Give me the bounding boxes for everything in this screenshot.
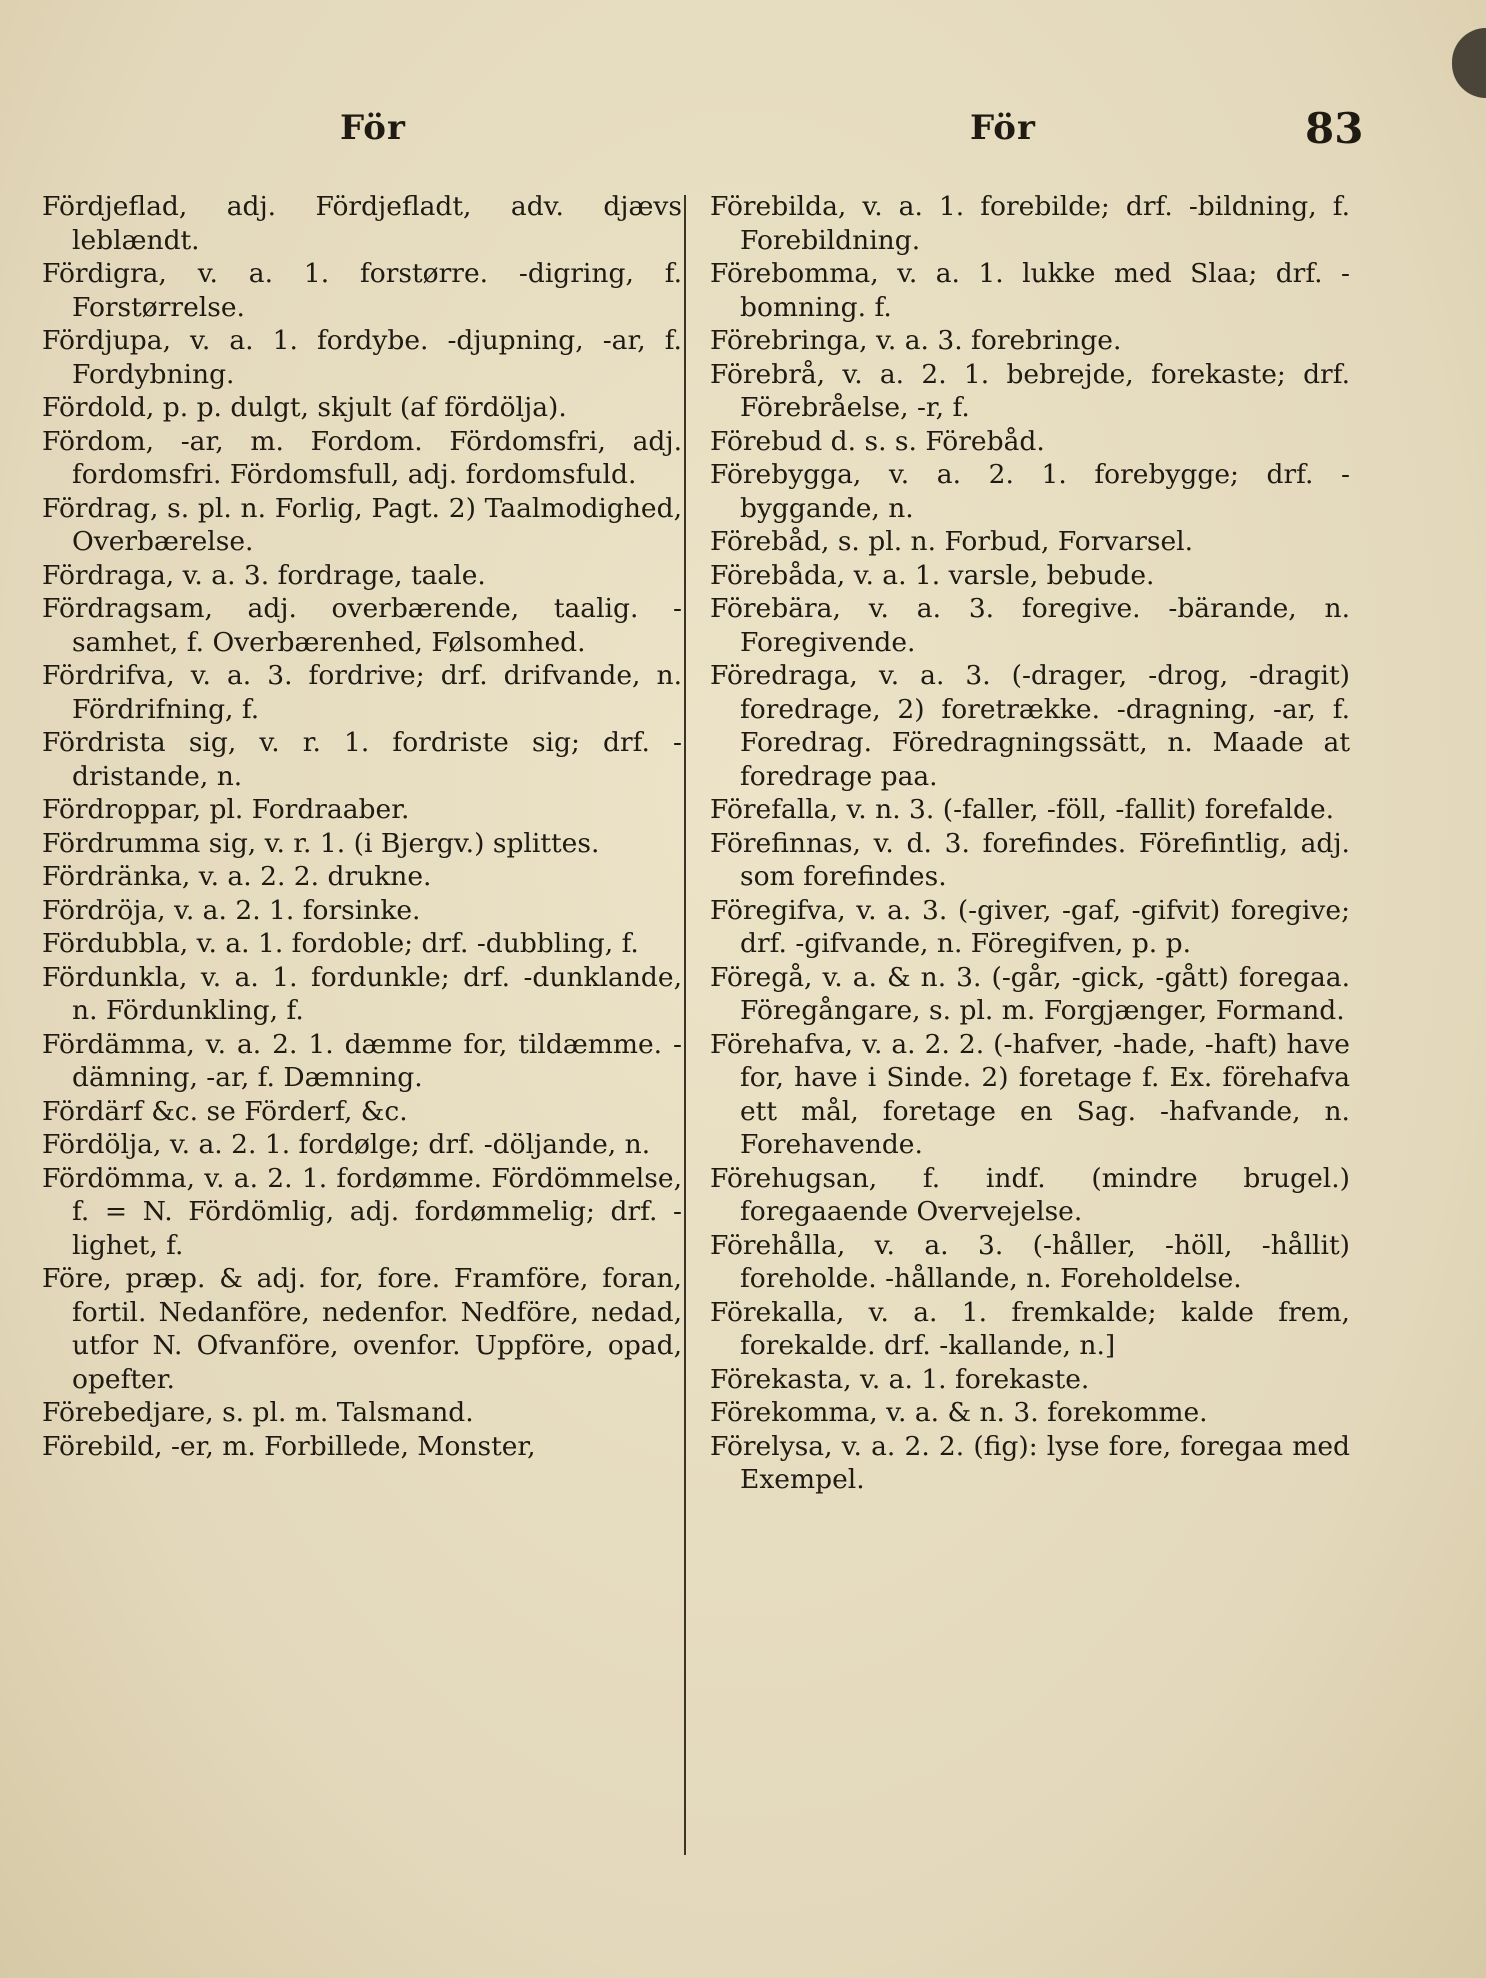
column-divider — [684, 195, 686, 1855]
dictionary-entry: Fördrag, s. pl. n. Forlig, Pagt. 2) Taalmodighed, Overbærelse. — [42, 492, 682, 557]
dictionary-entry: Förebära, v. a. 3. foregive. -bärande, n. Foregivende. — [710, 593, 1350, 658]
dictionary-entry: Fördärf &c. se Förderf, &c. — [42, 1095, 408, 1127]
dictionary-entry: Fördömma, v. a. 2. 1. fordømme. Fördömmelse, f. = N. Fördömlig, adj. fordømmelig; drf. -lighet, f. — [42, 1162, 682, 1261]
dictionary-entry: Fördom, -ar, m. Fordom. Fördomsfri, adj. fordomsfri. Fördomsfull, adj. fordomsfuld. — [42, 425, 682, 490]
dictionary-entry: Förebygga, v. a. 2. 1. forebygge; drf. -byggande, n. — [710, 459, 1350, 524]
dictionary-entry: Förebud d. s. s. Förebåd. — [710, 425, 1045, 457]
right-column — [710, 190, 1350, 1497]
dictionary-entry: Fördränka, v. a. 2. 2. drukne. — [42, 861, 432, 892]
dictionary-entry: Föredraga, v. a. 3. (-drager, -drog, -dragit) foredrage, 2) foretrække. -dragning, -ar, f. Foredrag. Föredragningssätt, n. Maade at foredrage paa. — [710, 660, 1350, 792]
dictionary-entry: Förelysa, v. a. 2. 2. (fig): lyse fore, foregaa med Exempel. — [710, 1430, 1350, 1495]
dictionary-entry: Förefinnas, v. d. 3. forefindes. Förefintlig, adj. som forefindes. — [710, 827, 1350, 892]
dictionary-entry: Fördämma, v. a. 2. 1. dæmme for, tildæmme. -dämning, -ar, f. Dæmning. — [42, 1028, 682, 1093]
dictionary-entry: Fördrifva, v. a. 3. fordrive; drf. drifvande, n. Fördrifning, f. — [42, 660, 682, 725]
dictionary-entry: Fördölja, v. a. 2. 1. fordølge; drf. -döljande, n. — [42, 1129, 651, 1160]
left-column — [42, 190, 682, 1463]
dictionary-entry: Förekasta, v. a. 1. forekaste. — [710, 1363, 1090, 1395]
dictionary-entry: Fördunkla, v. a. 1. fordunkle; drf. -dunklande, n. Fördunkling, f. — [42, 961, 682, 1026]
dictionary-entry: Förehugsan, f. indf. (mindre brugel.) foregaaende Overvejelse. — [710, 1162, 1350, 1227]
dictionary-entry: Föregifva, v. a. 3. (-giver, -gaf, -gifvit) foregive; drf. -gifvande, n. Föregifven, p. p. — [710, 894, 1350, 959]
dictionary-entry: Fördraga, v. a. 3. fordrage, taale. — [42, 559, 486, 591]
dictionary-entry: Förehafva, v. a. 2. 2. (-hafver, -hade, -haft) have for, have i Sinde. 2) foretage f. Ex. förehafva ett mål, foretage en Sag. -hafvande, n. Forehavende. — [710, 1028, 1350, 1160]
dictionary-entry: Fördubbla, v. a. 1. fordoble; drf. -dubbling, f. — [42, 928, 639, 959]
dictionary-entry: Förebomma, v. a. 1. lukke med Slaa; drf. -bomning. f. — [710, 258, 1350, 323]
dictionary-entry: Fördold, p. p. dulgt, skjult (af fördölja). — [42, 392, 567, 423]
dictionary-entry: Förebåd, s. pl. n. Forbud, Forvarsel. — [710, 526, 1194, 557]
dictionary-entry: Förebilda, v. a. 1. forebilde; drf. -bildning, f. Forebildning. — [710, 191, 1350, 256]
dictionary-entry: Förebedjare, s. pl. m. Talsmand. — [42, 1397, 474, 1428]
dictionary-entry: Förebild, -er, m. Forbillede, Monster, — [42, 1430, 536, 1462]
dictionary-entry: Förekalla, v. a. 1. fremkalde; kalde frem, forekalde. drf. -kallande, n.] — [710, 1296, 1350, 1361]
dictionary-entry: Fördjeflad, adj. Fördjefladt, adv. djævs leblændt. — [42, 191, 682, 256]
dictionary-entry: Förefalla, v. n. 3. (-faller, -föll, -fallit) forefalde. — [710, 794, 1335, 825]
dictionary-entry: Förekomma, v. a. & n. 3. forekomme. — [710, 1397, 1208, 1428]
dictionary-entry: Förebåda, v. a. 1. varsle, bebude. — [710, 559, 1155, 591]
dictionary-entry: Förehålla, v. a. 3. (-håller, -höll, -hållit) foreholde. -hållande, n. Foreholdelse. — [710, 1229, 1350, 1294]
dictionary-entry: Fördroppar, pl. Fordraaber. — [42, 794, 410, 825]
dictionary-entry: Förebringa, v. a. 3. forebringe. — [710, 325, 1122, 356]
dictionary-entry: Fördigra, v. a. 1. forstørre. -digring, f. Forstørrelse. — [42, 258, 682, 323]
running-head-left: För — [340, 108, 406, 148]
dictionary-entry: Fördragsam, adj. overbærende, taalig. -samhet, f. Overbærenhed, Følsomhed. — [42, 593, 682, 658]
page-number: 83 — [1305, 104, 1364, 153]
dictionary-entry: Föregå, v. a. & n. 3. (-går, -gick, -gått) foregaa. Föregångare, s. pl. m. Forgjænger, Formand. — [710, 961, 1350, 1026]
dictionary-entry: Fördröja, v. a. 2. 1. forsinke. — [42, 894, 421, 926]
ink-blot — [1452, 28, 1486, 98]
dictionary-entry: Fördrumma sig, v. r. 1. (i Bjergv.) splittes. — [42, 827, 600, 859]
dictionary-entry: Förebrå, v. a. 2. 1. bebrejde, forekaste; drf. Förebråelse, -r, f. — [710, 358, 1350, 423]
dictionary-entry: Före, præp. & adj. for, fore. Framföre, foran, fortil. Nedanföre, nedenfor. Nedföre, nedad, utfor N. Ofvanföre, ovenfor. Uppföre, opad, opefter. — [42, 1263, 682, 1395]
dictionary-entry: Fördjupa, v. a. 1. fordybe. -djupning, -ar, f. Fordybning. — [42, 325, 682, 390]
dictionary-entry: Fördrista sig, v. r. 1. fordriste sig; drf. -dristande, n. — [42, 727, 682, 792]
running-head-right: För — [970, 108, 1036, 148]
